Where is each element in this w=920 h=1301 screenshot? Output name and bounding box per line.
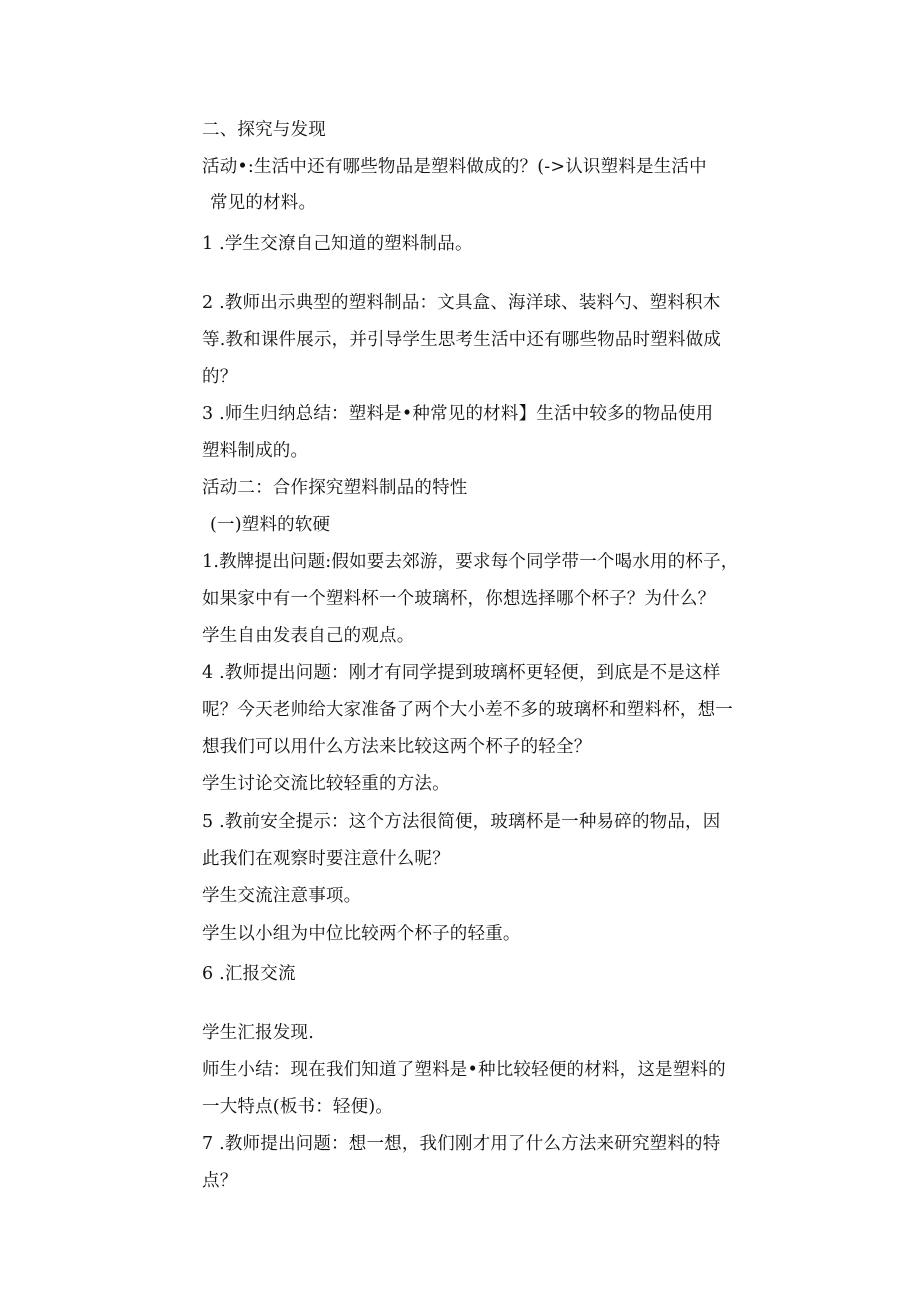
summary-cont: 一大特点(板书：轻便)。	[202, 1097, 394, 1117]
activity-two-heading: 活动二：合作探究塑料制品的特性	[202, 478, 468, 498]
group-comparison: 学生以小组为中位比较两个杯子的轻重。	[202, 924, 521, 944]
activity-one-line: 活动•:生活中还有哪些物品是塑料做成的？(->认识塑料是生活中	[202, 157, 707, 177]
step-6: 6 .汇报交流	[202, 964, 296, 984]
step-4-cont-2: 想我们可以用什么方法来比较这两个杯子的轻全？	[202, 737, 592, 757]
activity-one-line-cont: 常见的材料。	[210, 193, 317, 213]
step-7: 7 .教师提出问题：想一想，我们刚才用了什么方法来研究塑料的特	[202, 1134, 721, 1154]
step-4-cont: 呢？今天老帅给大家准备了两个大小差不多的玻璃杯和塑料杯，想一	[202, 700, 733, 720]
step-2: 2 .教师出示典型的塑料制品：文具盒、海洋球、装料勺、塑料积木	[202, 293, 721, 313]
step-5-cont: 此我们在观察时要注意什么呢？	[202, 849, 450, 869]
step-4: 4 .教师提出问题：刚才有同学提到玻璃杯更轻便，到底是不是这样	[202, 663, 721, 683]
step-2-cont-2: 的？	[202, 367, 238, 387]
question-1-cont: 如果家中有一个塑料杯一个玻璃杯，你想选择哪个杯子？为什么？	[202, 589, 716, 609]
step-3-cont: 塑料制成的。	[202, 441, 309, 461]
student-discussion: 学生讨论交流比较轻重的方法。	[202, 774, 450, 794]
question-1: 1.教牌提出问题:假如要去郊游，要求每个同学带一个喝水用的杯子，	[202, 552, 739, 572]
step-7-cont: 点？	[202, 1171, 238, 1191]
step-3: 3 .师生归纳总结：塑料是•种常见的材料】生活中较多的物品使用	[202, 404, 714, 424]
subsection-heading: (一)塑料的软硬	[210, 515, 331, 535]
step-2-cont: 等.教和课件展示，并引导学生思考生活中还有哪些物品时塑料做成	[202, 330, 722, 350]
student-report: 学生汇报发现.	[202, 1023, 314, 1043]
section-heading: 二、探究与发现	[202, 120, 326, 140]
step-5: 5 .教前安全提示：这个方法很简便，玻璃杯是一种易碎的物品，因	[202, 812, 721, 832]
step-1: 1 .学生交潦自己知道的塑料制品。	[202, 234, 473, 254]
summary: 师生小结：现在我们知道了塑料是•种比较轻便的材料，这是塑料的	[202, 1060, 726, 1080]
student-notes: 学生交流注意事项。	[202, 886, 362, 906]
student-response: 学生自由发表自己的观点。	[202, 626, 415, 646]
